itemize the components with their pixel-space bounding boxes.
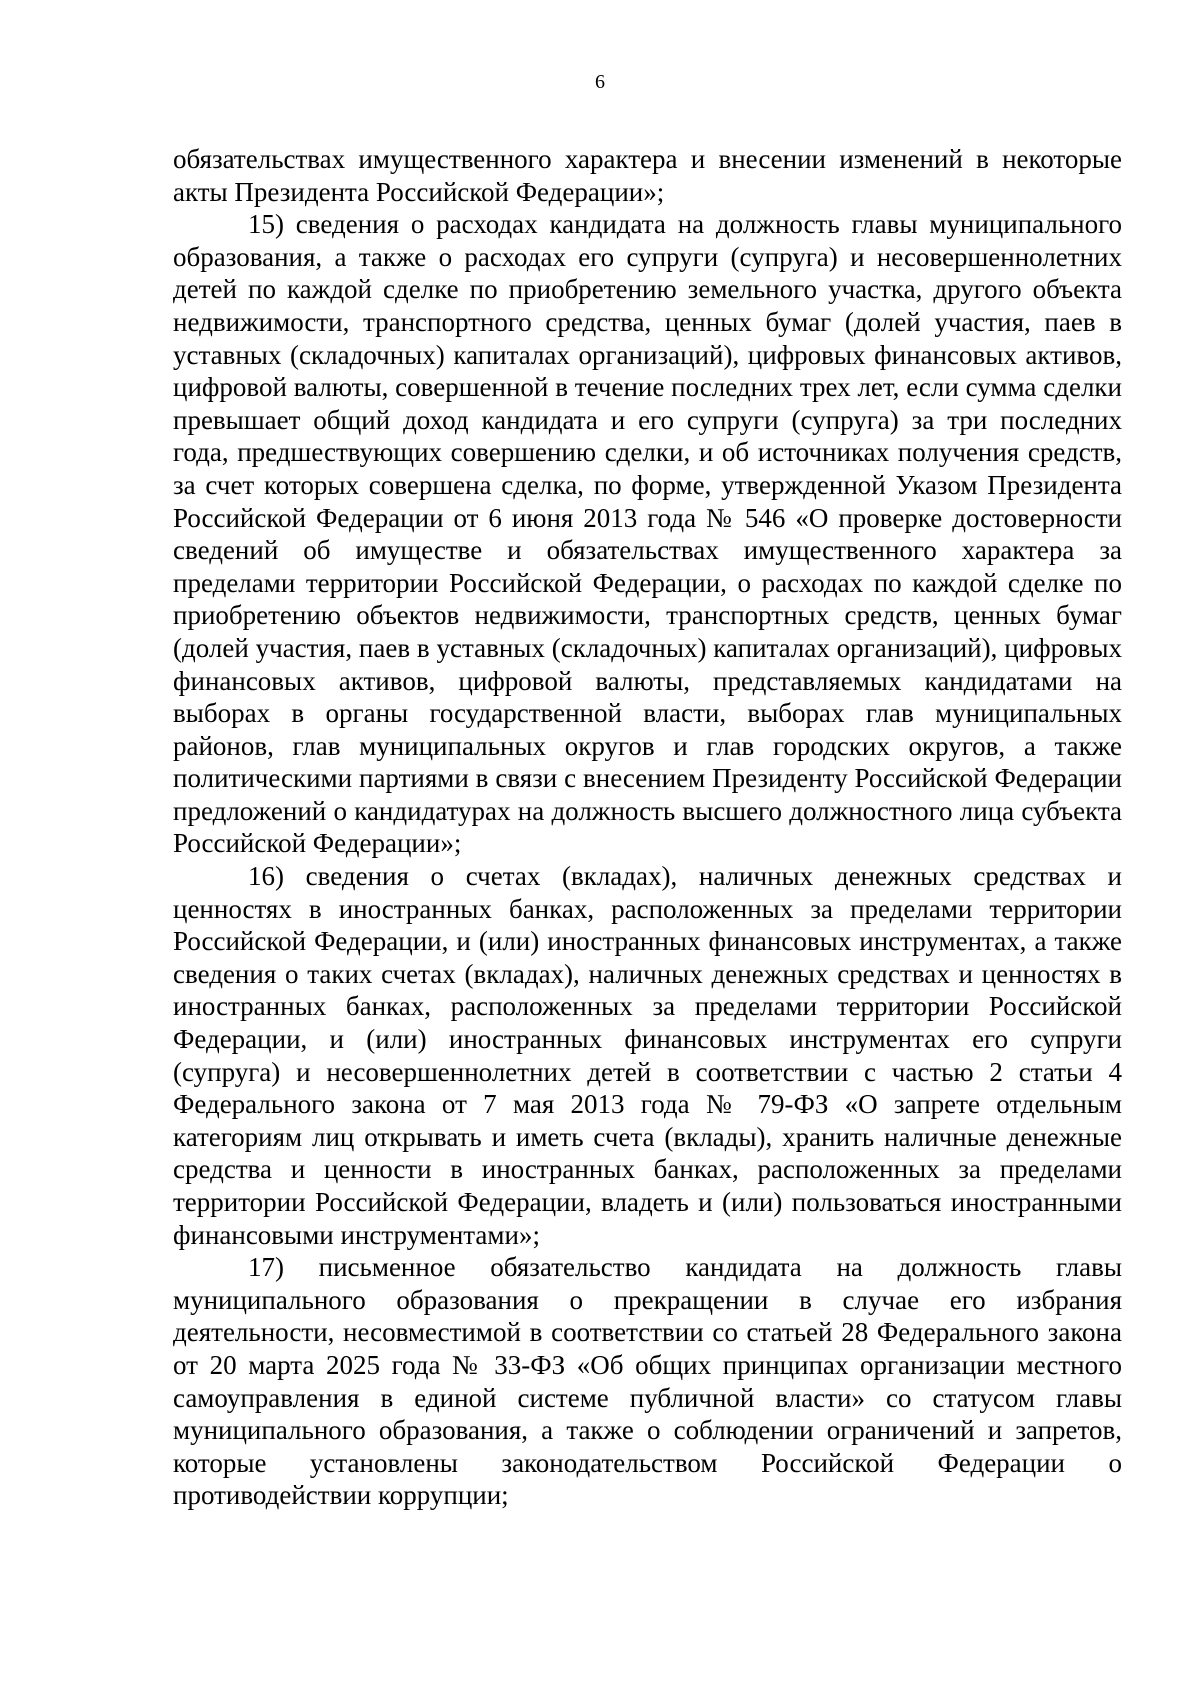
- page-number: 6: [595, 71, 605, 93]
- paragraph-item-17: 17) письменное обязательство кандидата на должность главы муниципального образования о прекращении в случае его избрания деятельности, несовместимой в соответствии со статьей 28 Федерального закона от 20 марта 2025 года № 33-ФЗ «Об общих принципах организации местного самоуправления в единой системе публичной власти» со статусом главы муниципального образования, а также о соблюдении ограничений и запретов, которые установлены законодательством Российской Федерации о противодействии коррупции;: [173, 1252, 1122, 1511]
- paragraph-continuation: обязательствах имущественного характера и внесении изменений в некоторые акты Президента Российской Федерации»;: [173, 144, 1122, 207]
- document-body: [173, 143, 1122, 1512]
- paragraph-item-16: 16) сведения о счетах (вкладах), наличных денежных средствах и ценностях в иностранных банках, расположенных за пределами территории Российской Федерации, и (или) иностранных финансовых инструментах, а также сведения о таких счетах (вкладах), наличных денежных средствах и ценностях в иностранных банках, расположенных за пределами территории Российской Федерации, и (или) иностранных финансовых инструментах его супруги (супруга) и несовершеннолетних детей в соответствии с частью 2 статьи 4 Федерального закона от 7 мая 2013 года № 79-ФЗ «О запрете отдельным категориям лиц открывать и иметь счета (вклады), хранить наличные денежные средства и ценности в иностранных банках, расположенных за пределами территории Российской Федерации, владеть и (или) пользоваться иностранными финансовыми инструментами»;: [173, 861, 1122, 1250]
- paragraph-item-15: 15) сведения о расходах кандидата на должность главы муниципального образования, а также о расходах его супруги (супруга) и несовершеннолетних детей по каждой сделке по приобретению земельного участка, другого объекта недвижимости, транспортного средства, ценных бумаг (долей участия, паев в уставных (складочных) капиталах организаций), цифровых финансовых активов, цифровой валюты, совершенной в течение последних трех лет, если сумма сделки превышает общий доход кандидата и его супруги (супруга) за три последних года, предшествующих совершению сделки, и об источниках получения средств, за счет которых совершена сделка, по форме, утвержденной Указом Президента Российской Федерации от 6 июня 2013 года № 546 «О проверке достоверности сведений об имуществе и обязательствах имущественного характера за пределами территории Российской Федерации, о расходах по каждой сделке по приобретению объектов недвижимости, транспортных средств, ценных бумаг (долей участия, паев в уставных (складочных) капиталах организаций), цифровых финансовых активов, цифровой валюты, представляемых кандидатами на выборах в органы государственной власти, выборах глав муниципальных районов, глав муниципальных округов и глав городских округов, а также политическими партиями в связи с внесением Президенту Российской Федерации предложений о кандидатурах на должность высшего должностного лица субъекта Российской Федерации»;: [173, 209, 1122, 859]
